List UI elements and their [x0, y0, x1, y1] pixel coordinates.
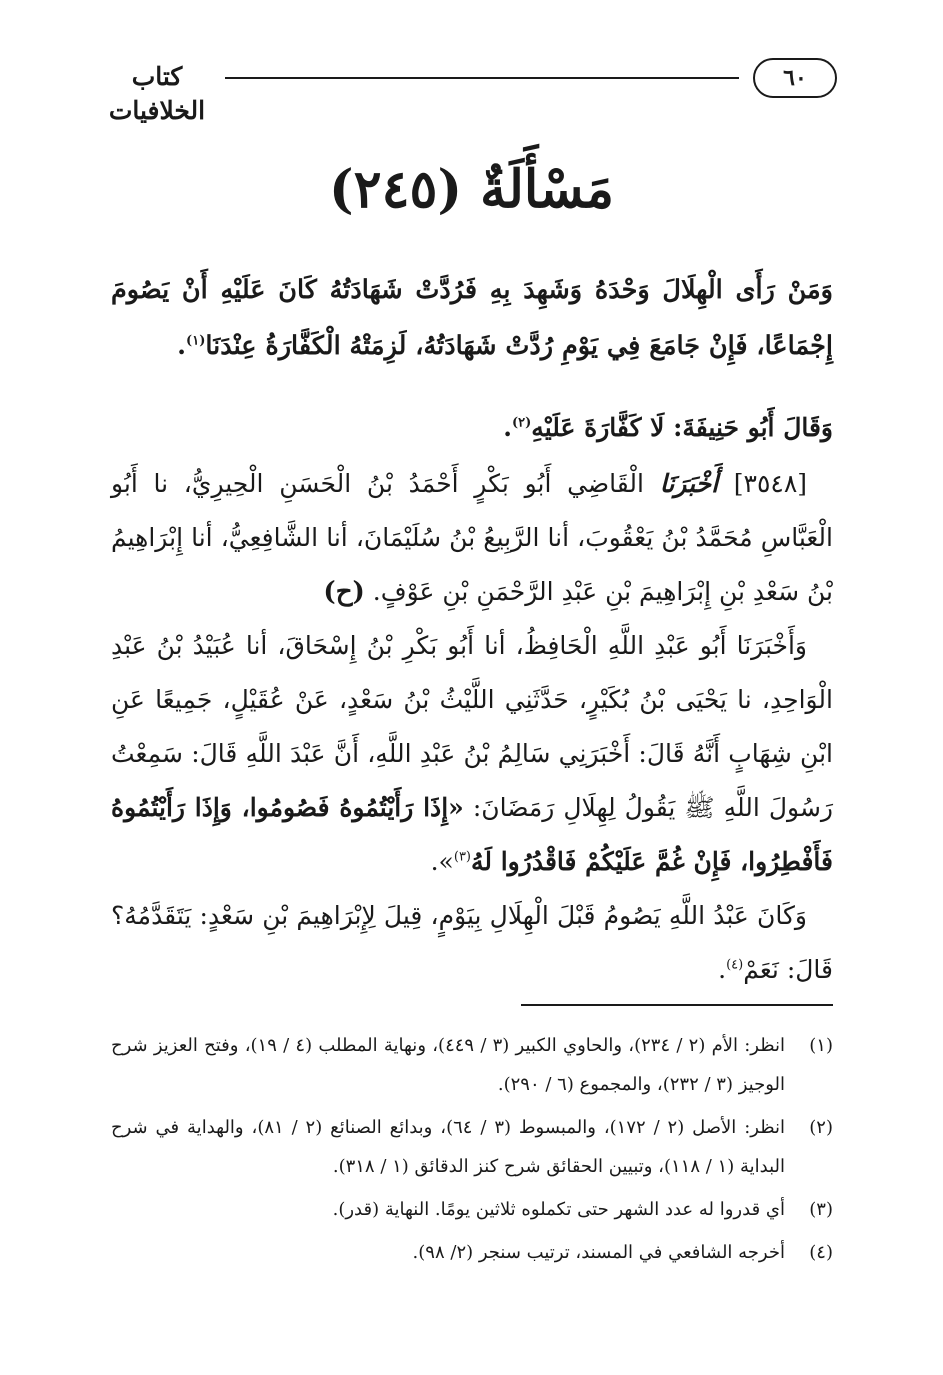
footnote-item — [111, 1026, 833, 1104]
footnote-text: انظر: الأصل (٢ / ١٧٢)، والمبسوط (٣ / ٦٤)، وبدائع الصنائع (٢ / ٨١)، والهداية في شرح البداية (١ / ١١٨)، وتبيين الحقائق شرح كنز الدقائق (١ / ٣١٨). — [111, 1117, 785, 1177]
isnad-chain-2: وَأَخْبَرَنَا أَبُو عَبْدِ اللَّهِ الْحَافِظُ، أنا أَبُو بَكْرِ بْنُ إِسْحَاقَ، أنا عُبَيْدُ بْنُ عَبْدِ الْوَاحِدِ، نا يَحْيَى بْنُ بُكَيْرٍ، حَدَّثَنِي اللَّيْثُ بْنُ سَعْدٍ، عَنْ عُقَيْلٍ، جَمِيعًا عَنِ ابْنِ شِهَابٍ أَنَّهُ قَالَ: أَخْبَرَنِي سَالِمُ بْنُ عَبْدِ اللَّهِ، أَنَّ عَبْدَ اللَّهِ قَالَ: سَمِعْتُ رَسُولَ اللَّهِ ﷺ يَقُولُ لِهِلَالِ رَمَضَانَ: — [111, 631, 833, 822]
book-title: كتاب الخلافيات — [108, 62, 206, 125]
footnote-item — [111, 1233, 833, 1272]
footnote-item — [111, 1108, 833, 1186]
footnote-ref-1: (١) — [186, 333, 206, 349]
masala-statement: وَمَنْ رَأَى الْهِلَالَ وَحْدَهُ وَشَهِدَ بِهِ فَرُدَّتْ شَهَادَتُهُ كَانَ عَلَيْهِ أَنْ يَصُومَ إِجْمَاعًا، فَإِنْ جَامَعَ فِي يَوْمِ رُدَّتْ شَهَادَتُهُ، لَزِمَتْهُ الْكَفَّارَةُ عِنْدَنَا$^{(١)}$. — [111, 275, 833, 361]
report-number: [٣٥٤٨] — [733, 469, 808, 498]
paragraph-athar: وَكَانَ عَبْدُ اللَّهِ يَصُومُ قَبْلَ الْهِلَالِ بِيَوْمٍ، قِيلَ لِإِبْرَاهِيمَ بْنِ سَعْدٍ: يَتَقَدَّمُهُ؟ قَالَ: نَعَمْ$^{(٤)}$. — [111, 901, 833, 984]
page-number: ٦٠ — [753, 58, 837, 98]
footnote-item — [111, 1190, 833, 1229]
intro-text: وَمَنْ رَأَى الْهِلَالَ وَحْدَهُ وَشَهِدَ بِهِ فَرُدَّتْ شَهَادَتُهُ كَانَ عَلَيْهِ أَنْ يَصُومَ إِجْمَاعًا، فَإِنْ جَامَعَ فِي يَوْمِ رُدَّتْ شَهَادَتُهُ، لَزِمَتْهُ الْكَفَّارَةُ عِنْدَنَا — [111, 275, 833, 361]
footnote-number: (١) — [809, 1035, 833, 1056]
footnote-text: أي قدروا له عدد الشهر حتى تكملوه ثلاثين يومًا. النهاية (قدر). — [332, 1199, 785, 1220]
footnote-number: (٢) — [809, 1117, 833, 1138]
running-header — [95, 58, 837, 125]
footnote-text: انظر: الأم (٢ / ٢٣٤)، والحاوي الكبير (٣ / ٤٤٩)، ونهاية المطلب (٤ / ١٩)، وفتح العزيز شرح الوجيز (٣ / ٢٣٢)، والمجموع (٦ / ٢٩٠). — [111, 1035, 786, 1095]
hadith-matn: «إِذَا رَأَيْتُمُوهُ فَصُومُوا، وَإِذَا رَأَيْتُمُوهُ فَأَفْطِرُوا، فَإِنْ غُمَّ عَلَيْكُمْ فَاقْدُرُوا لَهُ — [111, 793, 833, 876]
akhbarana-word: أَخْبَرَنَا — [659, 469, 719, 498]
footnote-text: أخرجه الشافعي في المسند، ترتيب سنجر (٢/ ٩٨). — [412, 1242, 785, 1263]
footnote-number: (٣) — [809, 1199, 833, 1220]
footnote-ref-3: (٣) — [453, 849, 471, 865]
footnotes — [111, 1026, 833, 1276]
footnote-separator — [521, 1004, 833, 1006]
hadith-close: ». — [430, 847, 454, 876]
athar-text: وَكَانَ عَبْدُ اللَّهِ يَصُومُ قَبْلَ الْهِلَالِ بِيَوْمٍ، قِيلَ لِإِبْرَاهِيمَ بْنِ سَعْدٍ: يَتَقَدَّمُهُ؟ قَالَ: نَعَمْ — [111, 901, 833, 984]
footnote-ref-2: (٢) — [512, 415, 532, 431]
hanafi-text: وَقَالَ أَبُو حَنِيفَةَ: لَا كَفَّارَةَ عَلَيْهِ — [531, 413, 833, 442]
hanafi-opinion: وَقَالَ أَبُو حَنِيفَةَ: لَا كَفَّارَةَ عَلَيْهِ$^{(٢)}$. — [503, 413, 833, 442]
paragraph-isnad-2 — [111, 619, 833, 889]
header-rule — [225, 77, 739, 79]
masala-title: مَسْأَلَةٌ (٢٤٥) — [329, 159, 614, 220]
isnad-chain-1: الْقَاضِي أَبُو بَكْرٍ أَحْمَدُ بْنُ الْحَسَنِ الْحِيرِيُّ، نا أَبُو الْعَبَّاسِ مُحَمَّدُ بْنُ يَعْقُوبَ، أنا الرَّبِيعُ بْنُ سُلَيْمَانَ، أنا الشَّافِعِيُّ، أنا إِبْرَاهِيمُ بْنُ سَعْدِ بْنِ إِبْرَاهِيمَ بْنِ عَبْدِ الرَّحْمَنِ بْنِ عَوْفٍ. — [111, 469, 833, 606]
tahwil-marker: (ح) — [323, 577, 365, 607]
footnote-number: (٤) — [809, 1242, 833, 1263]
paragraph-isnad-1 — [111, 457, 833, 619]
footnote-ref-4: (٤) — [726, 957, 744, 973]
hadith-narration — [111, 457, 833, 997]
